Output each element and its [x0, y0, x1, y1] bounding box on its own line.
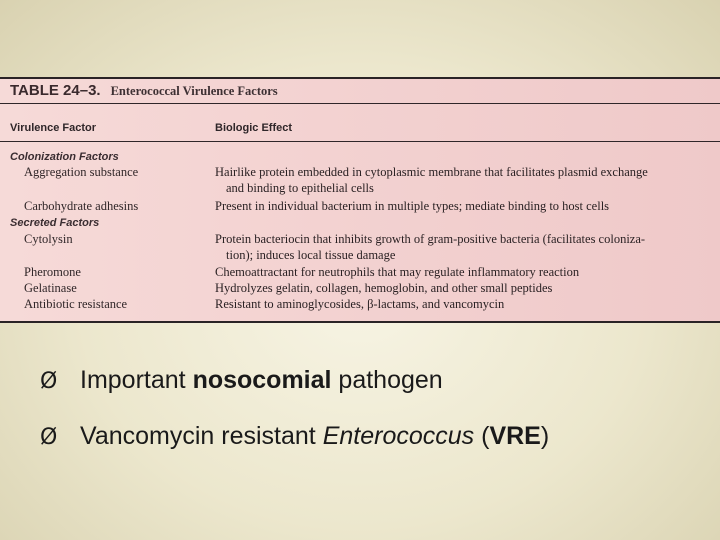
table-caption: Enterococcal Virulence Factors [110, 84, 278, 98]
factor-aggregation-substance: Aggregation substance [24, 165, 139, 179]
effect-antibiotic-resistance: Resistant to aminoglycosides, β-lactams, and vancomycin [215, 297, 505, 311]
effect-pheromone: Chemoattractant for neutrophils that may regulate inflammatory reaction [215, 265, 580, 279]
factor-cytolysin: Cytolysin [24, 232, 73, 246]
arrow-bullet-icon: Ø [40, 425, 58, 450]
bullet-2-text-italic: Enterococcus [322, 422, 475, 450]
section-heading-secreted: Secreted Factors [10, 217, 100, 229]
column-header-biologic-effect: Biologic Effect [215, 122, 293, 134]
effect-cytolysin: Protein bacteriocin that inhibits growth of gram-positive bacteria (facilitates coloniza- [215, 232, 646, 246]
effect-gelatinase: Hydrolyzes gelatin, collagen, hemoglobin, and other small peptides [215, 281, 553, 295]
bullet-2-text-pre: Vancomycin resistant [80, 422, 323, 450]
effect-aggregation-substance-cont: and binding to epithelial cells [226, 181, 374, 195]
bullet-nosocomial [40, 366, 443, 395]
factor-carbohydrate-adhesins: Carbohydrate adhesins [24, 199, 139, 213]
bullet-2-text-post: ) [540, 422, 550, 450]
factor-antibiotic-resistance: Antibiotic resistance [24, 297, 128, 311]
bullet-2-text-mid: ( [474, 422, 490, 450]
column-header-virulence-factor: Virulence Factor [10, 122, 96, 134]
bullet-vre [40, 422, 549, 451]
bullet-2-text-bold: VRE [489, 422, 541, 450]
factor-gelatinase: Gelatinase [24, 281, 77, 295]
virulence-factors-table [0, 77, 720, 323]
table-number: TABLE 24–3. [10, 82, 101, 99]
arrow-bullet-icon: Ø [40, 369, 58, 394]
table-title [10, 82, 278, 102]
table-rule-header [0, 141, 720, 142]
bullet-1-text-pre: Important [80, 366, 193, 394]
effect-cytolysin-cont: tion); induces local tissue damage [226, 248, 396, 262]
factor-pheromone: Pheromone [24, 265, 81, 279]
effect-carbohydrate-adhesins: Present in individual bacterium in multiple types; mediate binding to host cells [215, 199, 610, 213]
table-rule-top [0, 103, 720, 104]
effect-aggregation-substance: Hairlike protein embedded in cytoplasmic membrane that facilitates plasmid exchange [215, 165, 648, 179]
bullet-1-text-bold: nosocomial [192, 366, 332, 394]
bullet-1-text-post: pathogen [331, 366, 443, 394]
section-heading-colonization: Colonization Factors [10, 151, 119, 163]
